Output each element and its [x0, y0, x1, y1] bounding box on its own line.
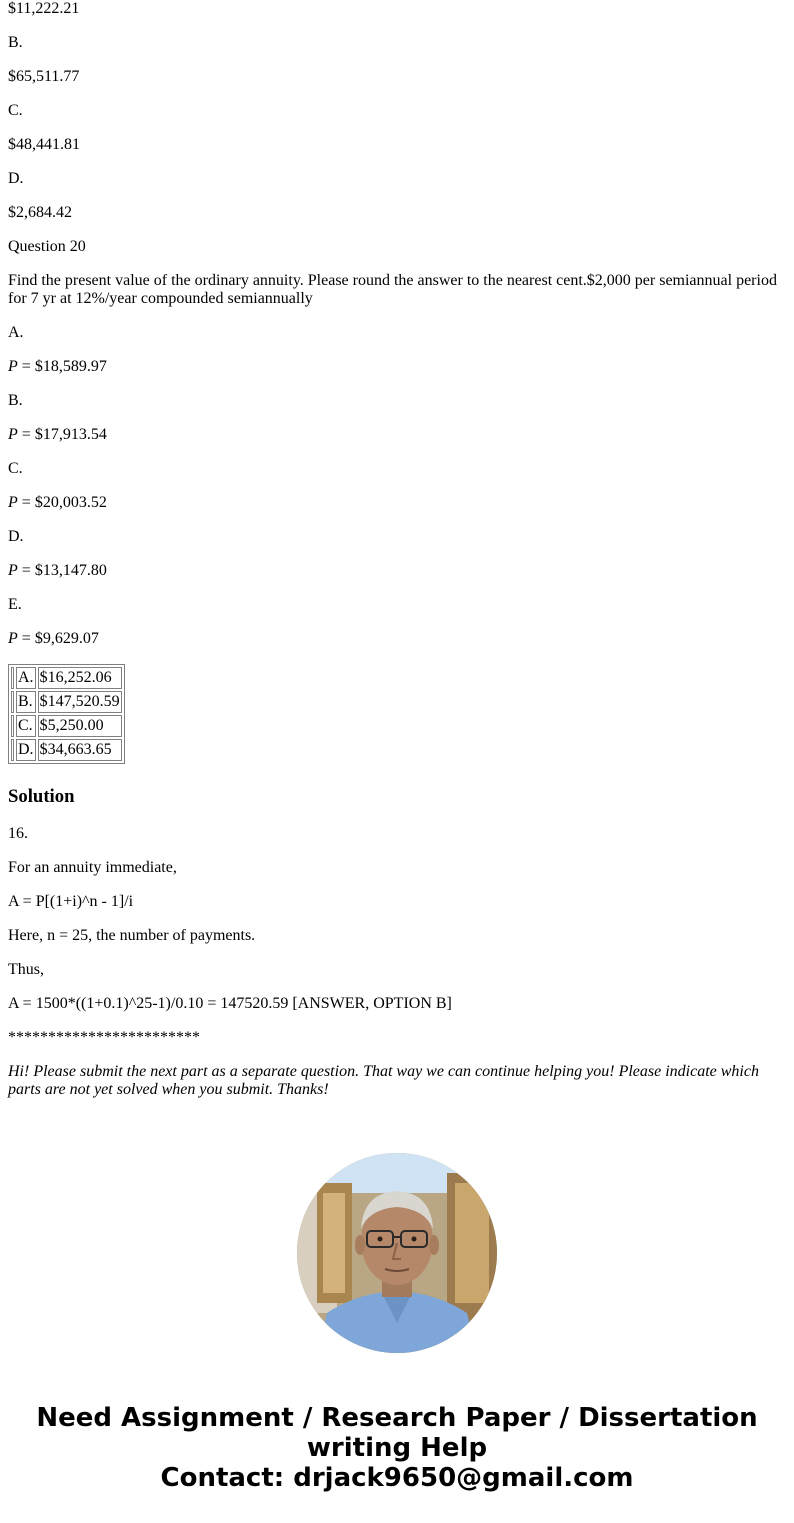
- q20-option-a-value: [8, 358, 786, 376]
- answer-value: $18,589.97: [34, 358, 107, 375]
- solution-line: A = P[(1+i)^n - 1]/i: [8, 893, 134, 910]
- variable-p: P: [8, 630, 18, 647]
- promo-contact: Contact: drjack9650@gmail.com: [160, 1463, 634, 1493]
- solution-line: A = 1500*((1+0.1)^25-1)/0.10 = 147520.59 [ANSWER, OPTION B]: [8, 995, 452, 1012]
- q20-option-c-letter: C.: [8, 460, 23, 477]
- previous-option-d-value: $2,684.42: [8, 204, 72, 221]
- previous-option-b-letter: B.: [8, 34, 23, 51]
- solution-line: 16.: [8, 825, 28, 842]
- table-row: [11, 739, 122, 761]
- question-text: Find the present value of the ordinary annuity. Please round the answer to the nearest cent.$2,000 per semiannual period for 7 yr at 12%/year compounded semiannually: [8, 272, 777, 307]
- options-table: [8, 664, 125, 764]
- equals-sign: =: [17, 562, 35, 579]
- table-cell-letter: A.: [16, 667, 36, 689]
- table-cell-value: $34,663.65: [38, 739, 122, 761]
- solution-line: For an annuity immediate,: [8, 859, 177, 876]
- promo-line-1: Need Assignment / Research Paper / Dissertation: [36, 1403, 758, 1433]
- variable-p: P: [8, 562, 18, 579]
- answer-value: $9,629.07: [34, 630, 99, 647]
- solution-line: ************************: [8, 1029, 200, 1046]
- solution-line: Thus,: [8, 961, 44, 978]
- table-row: [11, 715, 122, 737]
- table-row: [11, 691, 122, 713]
- answer-value: $13,147.80: [34, 562, 107, 579]
- promo-banner: [0, 1403, 794, 1493]
- question-title: Question 20: [8, 238, 86, 255]
- equals-sign: =: [17, 494, 35, 511]
- table-cell-empty: [11, 691, 14, 713]
- q20-option-b-value: [8, 426, 786, 444]
- equals-sign: =: [17, 630, 35, 647]
- table-row: [11, 667, 122, 689]
- solution-line: Here, n = 25, the number of payments.: [8, 927, 256, 944]
- table-cell-empty: [11, 739, 14, 761]
- previous-option-c-value: $48,441.81: [8, 136, 80, 153]
- answer-value: $17,913.54: [34, 426, 107, 443]
- previous-option-c-letter: C.: [8, 102, 23, 119]
- variable-p: P: [8, 426, 18, 443]
- help-note: Hi! Please submit the next part as a separate question. That way we can continue helping you! Please indicate which parts are not yet solved when you submit. Thanks!: [8, 1063, 759, 1098]
- table-cell-value: $147,520.59: [38, 691, 122, 713]
- variable-p: P: [8, 494, 18, 511]
- previous-option-b-value: $65,511.77: [8, 68, 80, 85]
- table-cell-value: $16,252.06: [38, 667, 122, 689]
- previous-option-a-value: $11,222.21: [8, 0, 80, 17]
- previous-option-d-letter: D.: [8, 170, 24, 187]
- q20-option-d-letter: D.: [8, 528, 24, 545]
- q20-option-e-value: [8, 630, 786, 648]
- q20-option-d-value: [8, 562, 786, 580]
- table-cell-value: $5,250.00: [38, 715, 122, 737]
- answer-value: $20,003.52: [34, 494, 107, 511]
- table-cell-empty: [11, 667, 14, 689]
- solution-heading: Solution: [8, 786, 75, 807]
- author-photo-icon: [297, 1153, 497, 1353]
- q20-option-c-value: [8, 494, 786, 512]
- q20-option-a-letter: A.: [8, 324, 24, 341]
- equals-sign: =: [17, 426, 35, 443]
- document-body: [8, 0, 786, 1115]
- q20-option-b-letter: B.: [8, 392, 23, 409]
- table-cell-letter: B.: [16, 691, 36, 713]
- table-cell-letter: C.: [16, 715, 36, 737]
- q20-option-e-letter: E.: [8, 596, 22, 613]
- table-cell-letter: D.: [16, 739, 36, 761]
- promo-line-2: writing Help: [306, 1433, 488, 1463]
- table-cell-empty: [11, 715, 14, 737]
- variable-p: P: [8, 358, 18, 375]
- equals-sign: =: [17, 358, 35, 375]
